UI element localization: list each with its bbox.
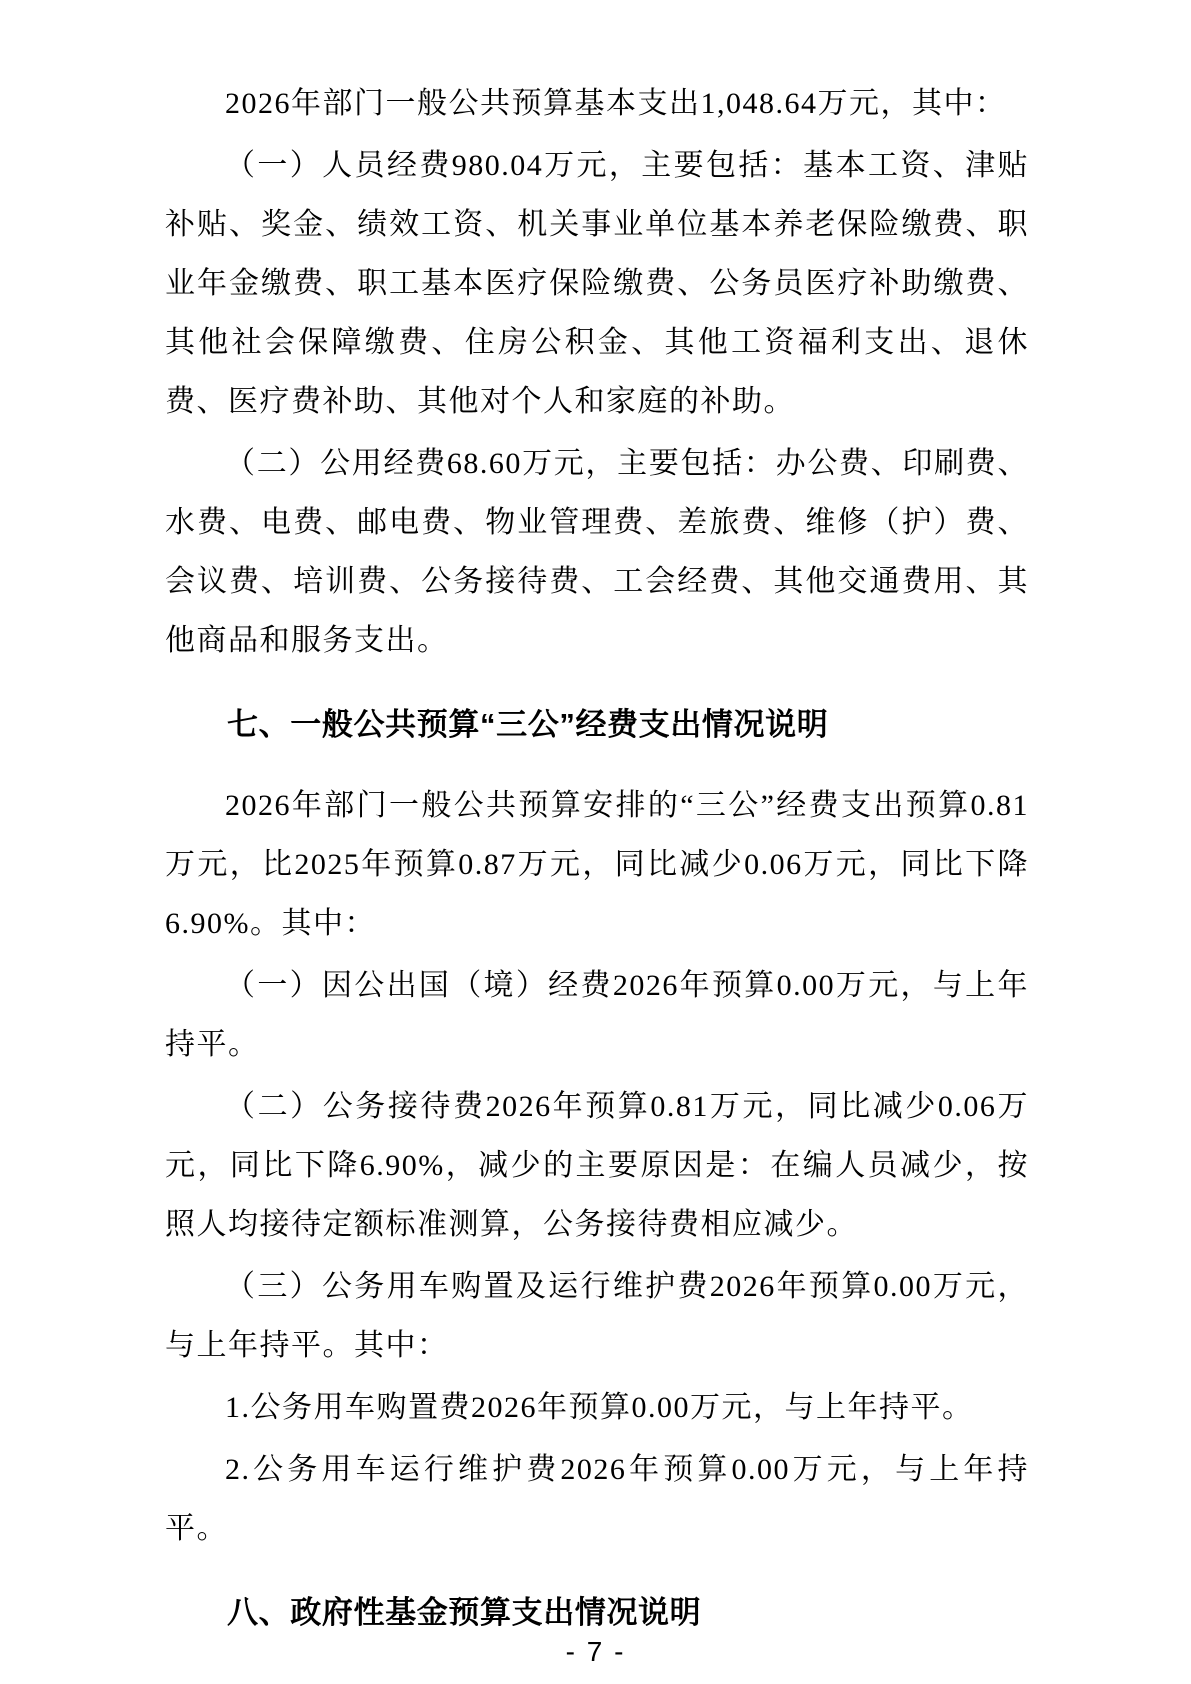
paragraph-vehicle-purchase-expense: 1.公务用车购置费2026年预算0.00万元，与上年持平。 [225,1391,974,1424]
paragraph-overseas-travel-expense: （一）因公出国（境）经费2026年预算0.00万元，与上年持平。 [165,969,1029,1061]
page-number: - 7 - [565,1636,626,1667]
section-heading-seven-three-public-expenses: 七、一般公共预算“三公”经费支出情况说明 [227,707,829,742]
paragraph-three-public-budget-summary: 2026年部门一般公共预算安排的“三公”经费支出预算0.81万元，比2025年预算0.87万元，同比减少0.06万元，同比下降6.90%。其中： [165,789,1029,940]
document-content [165,74,1029,1664]
paragraph-official-reception-expense: （二）公务接待费2026年预算0.81万元，同比减少0.06万元，同比下降6.90%，减少的主要原因是：在编人员减少，按照人均接待定额标准测算，公务接待费相应减少。 [165,1090,1029,1241]
page-footer [0,1632,1191,1677]
paragraph-public-funds: （二）公用经费68.60万元，主要包括：办公费、印刷费、水费、电费、邮电费、物业管理费、差旅费、维修（护）费、会议费、培训费、公务接待费、工会经费、其他交通费用、其他商品和服务支出。 [165,447,1029,657]
paragraph-vehicle-maintenance-expense: 2.公务用车运行维护费2026年预算0.00万元，与上年持平。 [165,1453,1029,1545]
section-heading-eight-government-fund-budget: 八、政府性基金预算支出情况说明 [227,1595,702,1630]
paragraph-personnel-funds: （一）人员经费980.04万元，主要包括：基本工资、津贴补贴、奖金、绩效工资、机关事业单位基本养老保险缴费、职业年金缴费、职工基本医疗保险缴费、公务员医疗补助缴费、其他社会保障缴费、住房公积金、其他工资福利支出、退休费、医疗费补助、其他对个人和家庭的补助。 [165,149,1029,418]
paragraph-basic-expenditure-total: 2026年部门一般公共预算基本支出1,048.64万元，其中： [225,87,1007,120]
paragraph-official-vehicle-expense: （三）公务用车购置及运行维护费2026年预算0.00万元，与上年持平。其中： [165,1270,1029,1362]
